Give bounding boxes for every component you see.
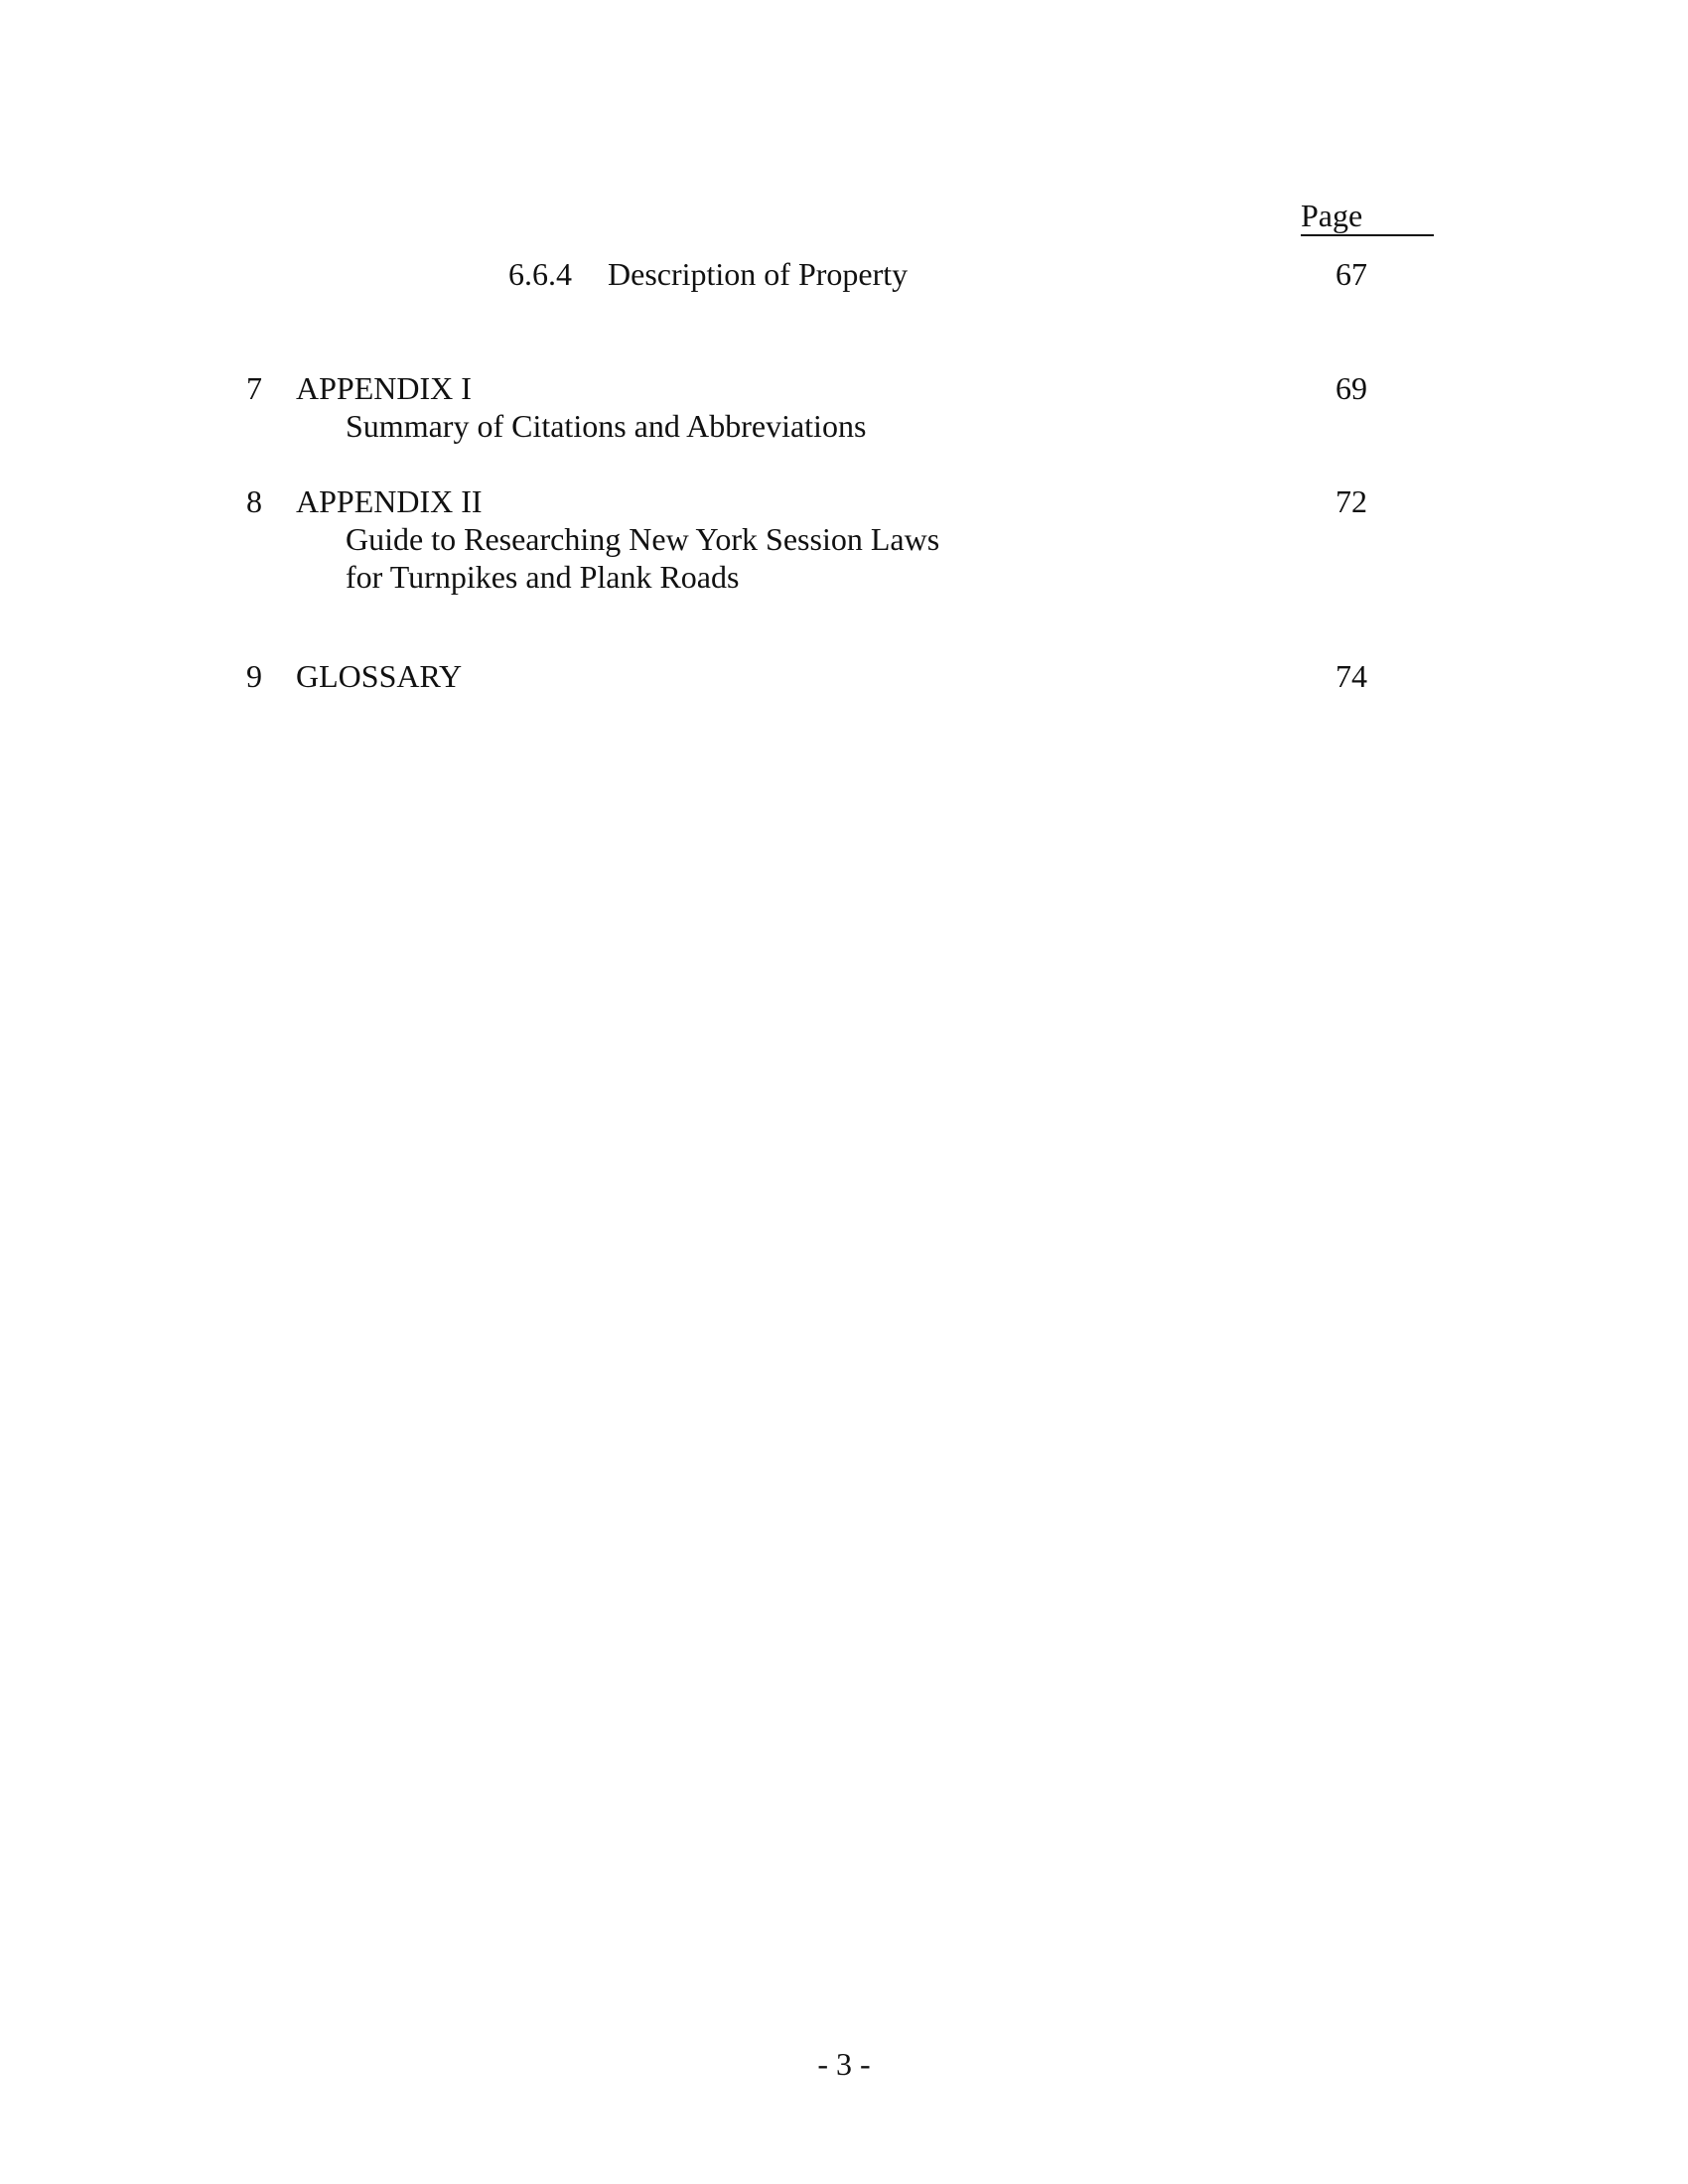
toc-entry-6-6-4-title: Description of Property <box>608 256 909 292</box>
toc-entry-7-page: 69 <box>1336 370 1367 406</box>
toc-entry-9-title: GLOSSARY <box>296 658 463 694</box>
toc-entry-8-subtitle-line2: for Turnpikes and Plank Roads <box>346 559 740 595</box>
toc-entry-6-6-4-number: 6.6.4 <box>508 256 572 292</box>
page-column-label: Page <box>1301 198 1363 233</box>
toc-entry-8-page: 72 <box>1336 483 1367 519</box>
toc-entry-9-number: 9 <box>246 658 262 694</box>
footer-page-number: - 3 - <box>817 2046 871 2082</box>
toc-entry-8-subtitle-line1: Guide to Researching New York Session Laws <box>346 521 940 557</box>
toc-entry-7-title: APPENDIX I <box>296 370 472 406</box>
toc-entry-9-page: 74 <box>1336 658 1367 694</box>
toc-entry-6-6-4-page: 67 <box>1336 256 1367 292</box>
toc-entry-7-subtitle: Summary of Citations and Abbreviations <box>346 408 867 444</box>
toc-entry-8-number: 8 <box>246 483 262 519</box>
page-column-header <box>1301 197 1434 236</box>
toc-entry-7-number: 7 <box>246 370 262 406</box>
toc-entry-8-title: APPENDIX II <box>296 483 483 519</box>
